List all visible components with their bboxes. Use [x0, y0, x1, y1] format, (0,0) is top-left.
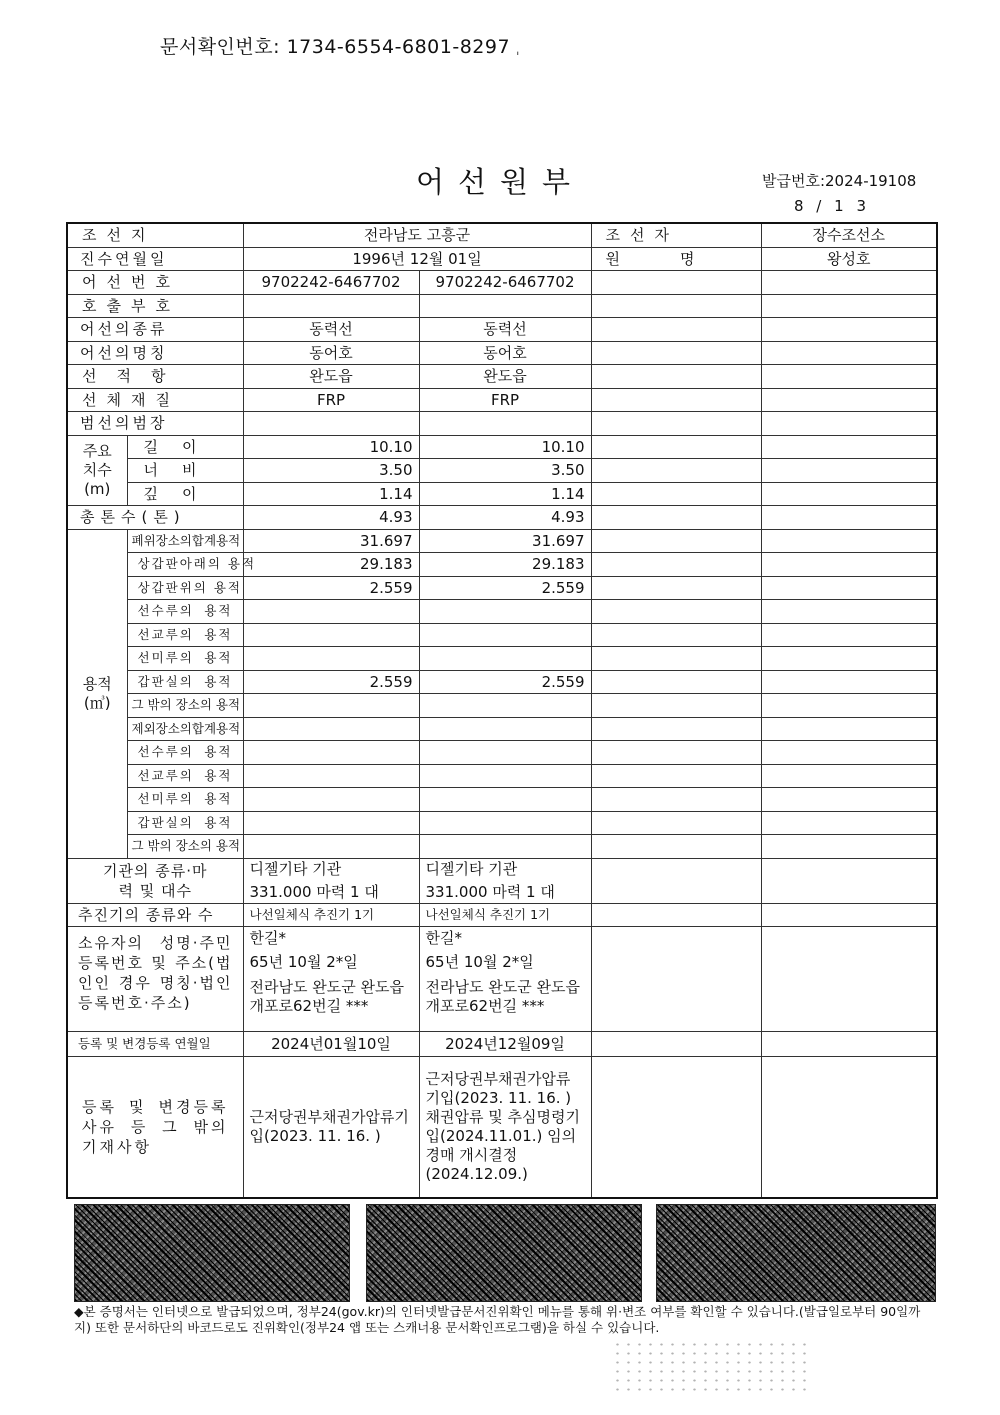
value-volume-9-col2: [419, 741, 591, 765]
label-sail-rig: 범선의범장: [67, 412, 243, 436]
value-volume-12-col2: [419, 811, 591, 835]
row-sail_rig-empty-1: [761, 412, 937, 436]
value-length-col1: 10.10: [243, 435, 419, 459]
label-length: 길이: [127, 435, 243, 459]
label-builder: 조선자: [591, 223, 761, 247]
row-volume-5: [67, 647, 937, 671]
value-volume-4-col1: [243, 623, 419, 647]
row-volume-6-empty-1: [761, 670, 937, 694]
row-vessel_name-empty-0: [591, 341, 761, 365]
issue-number: 발급번호:2024-19108: [762, 172, 917, 190]
label-volume-4: 선교루의 용적: [127, 623, 243, 647]
value-width-col1: 3.50: [243, 459, 419, 483]
value-volume-6-col2: 2.559: [419, 670, 591, 694]
row-volume-13-empty-0: [591, 835, 761, 859]
value-depth-col2: 1.14: [419, 482, 591, 506]
row-tonnage: [67, 506, 937, 530]
value-sail-rig-col2: [419, 412, 591, 436]
row-volume-0-empty-1: [761, 529, 937, 553]
label-volume-7: 그 밖의 장소의 용적: [127, 694, 243, 718]
row-volume-1: [67, 553, 937, 577]
row-builder-place: [67, 223, 937, 247]
value-volume-4-col2: [419, 623, 591, 647]
row-propulsion: [67, 903, 937, 927]
value-length-col2: 10.10: [419, 435, 591, 459]
label-owner: 소유자의 성명·주민등록번호 및 주소(법인인 경우 명칭·법인등록번호·주소): [67, 927, 243, 1032]
value-volume-13-col2: [419, 835, 591, 859]
row-length-empty-0: [591, 435, 761, 459]
row-sail-rig: [67, 412, 937, 436]
value-hull-material-col2: FRP: [419, 388, 591, 412]
value-volume-9-col1: [243, 741, 419, 765]
value-engine-col1: [243, 858, 419, 903]
row-volume-2-empty-0: [591, 576, 761, 600]
label-volume-0: 폐위장소의합계용적: [127, 529, 243, 553]
row-volume-7-empty-0: [591, 694, 761, 718]
value-propulsion-col2: 나선일체식 추진기 1기: [419, 903, 591, 927]
value-owner-col1: [243, 927, 419, 1032]
label-volume-11: 선미루의 용적: [127, 788, 243, 812]
value-volume-1-col1: 29.183: [243, 553, 419, 577]
page-number: 8 / 1 3: [794, 197, 870, 215]
label-dims-group: 주요치수(m): [67, 435, 127, 506]
row-vessel_number-empty-1: [761, 271, 937, 295]
label-tonnage: 총톤수(톤): [67, 506, 243, 530]
row-volume-13: [67, 835, 937, 859]
row-propulsion-empty-1: [761, 903, 937, 927]
row-reg-date-empty-0: [591, 1032, 761, 1057]
row-volume-12-empty-1: [761, 811, 937, 835]
value-volume-11-col2: [419, 788, 591, 812]
engine-type-col1: 디젤기타 기관: [249, 859, 342, 878]
label-hull-material: 선체재질: [67, 388, 243, 412]
row-propulsion-empty-0: [591, 903, 761, 927]
value-remarks-col2: 근저당권부채권가압류기입(2023. 11. 16. ) 채권압류 및 추심명령기입(2024.11.01.) 임의경매 개시결정(2024.12.09.): [419, 1057, 591, 1199]
row-remarks-empty-0: [591, 1057, 761, 1199]
row-volume-10: [67, 764, 937, 788]
barcode-1: [74, 1204, 350, 1302]
row-sail_rig-empty-0: [591, 412, 761, 436]
row-length: [67, 435, 937, 459]
row-width-empty-1: [761, 459, 937, 483]
row-hull-material: [67, 388, 937, 412]
row-volume-12-empty-0: [591, 811, 761, 835]
row-volume-6: [67, 670, 937, 694]
label-volume-1: 상갑판아래의 용적: [127, 553, 243, 577]
security-dot-pattern: [612, 1340, 812, 1395]
value-volume-10-col1: [243, 764, 419, 788]
value-vessel-number-col1: 9702242-6467702: [243, 271, 419, 295]
engine-power-col2: 331.000 마력 1 대: [425, 882, 555, 901]
label-volume-2: 상갑판위의 용적: [127, 576, 243, 600]
row-engine: [67, 858, 937, 903]
row-registry_port-empty-0: [591, 365, 761, 389]
row-volume-3: [67, 600, 937, 624]
label-volume-10: 선교루의 용적: [127, 764, 243, 788]
row-hull_material-empty-1: [761, 388, 937, 412]
row-launch-date: [67, 247, 937, 271]
row-volume-9-empty-1: [761, 741, 937, 765]
row-vessel-number: [67, 271, 937, 295]
value-volume-0-col1: 31.697: [243, 529, 419, 553]
value-tonnage-col2: 4.93: [419, 506, 591, 530]
row-call_sign-empty-0: [591, 294, 761, 318]
owner-name-col1: 한길*: [249, 929, 286, 947]
row-volume-1-empty-1: [761, 553, 937, 577]
label-volume-8: 제외장소의합계용적: [127, 717, 243, 741]
value-volume-8-col2: [419, 717, 591, 741]
value-volume-5-col2: [419, 647, 591, 671]
label-remarks: 등록 및 변경등록 사유 등 그 밖의 기재사항: [67, 1057, 243, 1199]
row-reg-date: [67, 1032, 937, 1057]
row-volume-3-empty-0: [591, 600, 761, 624]
engine-power-col1: 331.000 마력 1 대: [249, 882, 379, 901]
value-vessel-number-col2: 9702242-6467702: [419, 271, 591, 295]
row-vessel-name: [67, 341, 937, 365]
owner-birth-col1: 65년 10월 2*일: [249, 953, 358, 971]
value-volume-12-col1: [243, 811, 419, 835]
row-volume-9-empty-0: [591, 741, 761, 765]
row-volume-0: [67, 529, 937, 553]
row-vessel_name-empty-1: [761, 341, 937, 365]
row-volume-2: [67, 576, 937, 600]
value-volume-3-col2: [419, 600, 591, 624]
value-reg-date-col2: 2024년12월09일: [419, 1032, 591, 1057]
row-length-empty-1: [761, 435, 937, 459]
label-origin-name: 원명: [591, 247, 761, 271]
row-volume-13-empty-1: [761, 835, 937, 859]
value-remarks-col1: 근저당권부채권가압류기입(2023. 11. 16. ): [243, 1057, 419, 1199]
row-volume-1-empty-0: [591, 553, 761, 577]
label-volume-6: 갑판실의 용적: [127, 670, 243, 694]
owner-address-col1: 전라남도 완도군 완도읍 개포로62번길 ***: [249, 978, 404, 1015]
engine-type-col2: 디젤기타 기관: [425, 859, 518, 878]
value-call-sign-col2: [419, 294, 591, 318]
row-depth-empty-0: [591, 482, 761, 506]
row-volume-3-empty-1: [761, 600, 937, 624]
value-propulsion-col1: 나선일체식 추진기 1기: [243, 903, 419, 927]
label-volume-12: 갑판실의 용적: [127, 811, 243, 835]
barcode-3: [656, 1204, 936, 1302]
row-volume-11: [67, 788, 937, 812]
authenticity-notice: ◆본 증명서는 인터넷으로 발급되었으며, 정부24(gov.kr)의 인터넷발급문서진위확인 메뉴를 통해 위·변조 여부를 확인할 수 있습니다.(발급일로부터 90일까지) 또한 문서하단의 바코드로도 진위확인(정부24 앱 또는 스캐너용 문서확인프로그램)을 하실 수 있습니다.: [74, 1304, 921, 1335]
row-volume-10-empty-1: [761, 764, 937, 788]
row-volume-8-empty-0: [591, 717, 761, 741]
row-call_sign-empty-1: [761, 294, 937, 318]
value-depth-col1: 1.14: [243, 482, 419, 506]
label-volume-9: 선수루의 용적: [127, 741, 243, 765]
label-builder-place: 조선지: [67, 223, 243, 247]
owner-birth-col2: 65년 10월 2*일: [425, 953, 534, 971]
row-volume-5-empty-0: [591, 647, 761, 671]
value-volume-10-col2: [419, 764, 591, 788]
vessel-register-table: [66, 222, 938, 1199]
label-vessel-type: 어선의종류: [67, 318, 243, 342]
value-builder: 장수조선소: [761, 223, 937, 247]
label-vessel-number: 어선번호: [67, 271, 243, 295]
row-registry-port: [67, 365, 937, 389]
row-engine-empty-1: [761, 858, 937, 903]
label-reg-date: 등록 및 변경등록 연월일: [67, 1032, 243, 1057]
label-propulsion: 추진기의 종류와 수: [67, 903, 243, 927]
row-volume-4-empty-1: [761, 623, 937, 647]
label-volume-group: 용적(㎥): [67, 529, 127, 858]
row-vessel_number-empty-0: [591, 271, 761, 295]
value-vessel-type-col1: 동력선: [243, 318, 419, 342]
value-reg-date-col1: 2024년01월10일: [243, 1032, 419, 1057]
label-launch-date: 진수연월일: [67, 247, 243, 271]
row-engine-empty-0: [591, 858, 761, 903]
row-remarks-empty-1: [761, 1057, 937, 1199]
row-vessel-type: [67, 318, 937, 342]
row-volume-11-empty-0: [591, 788, 761, 812]
label-depth: 깊이: [127, 482, 243, 506]
row-width-empty-0: [591, 459, 761, 483]
value-call-sign-col1: [243, 294, 419, 318]
row-tonnage-empty-0: [591, 506, 761, 530]
value-volume-1-col2: 29.183: [419, 553, 591, 577]
row-volume-8: [67, 717, 937, 741]
row-hull_material-empty-0: [591, 388, 761, 412]
label-call-sign: 호출부호: [67, 294, 243, 318]
label-engine: 기관의 종류·마력 및 대수: [67, 858, 243, 903]
value-volume-8-col1: [243, 717, 419, 741]
row-registry_port-empty-1: [761, 365, 937, 389]
row-volume-10-empty-0: [591, 764, 761, 788]
label-volume-13: 그 밖의 장소의 용적: [127, 835, 243, 859]
row-volume-9: [67, 741, 937, 765]
row-reg-date-empty-1: [761, 1032, 937, 1057]
value-origin-name: 왕성호: [761, 247, 937, 271]
value-width-col2: 3.50: [419, 459, 591, 483]
row-volume-4-empty-0: [591, 623, 761, 647]
row-volume-12: [67, 811, 937, 835]
row-owner-empty-1: [761, 927, 937, 1032]
label-registry-port: 선적항: [67, 365, 243, 389]
doc-number-mark: ˌ: [516, 42, 520, 56]
value-launch-date: 1996년 12월 01일: [243, 247, 591, 271]
value-vessel-type-col2: 동력선: [419, 318, 591, 342]
value-engine-col2: [419, 858, 591, 903]
row-volume-6-empty-0: [591, 670, 761, 694]
row-remarks: [67, 1057, 937, 1199]
label-volume-5: 선미루의 용적: [127, 647, 243, 671]
owner-name-col2: 한길*: [425, 929, 462, 947]
value-tonnage-col1: 4.93: [243, 506, 419, 530]
row-tonnage-empty-1: [761, 506, 937, 530]
value-vessel-name-col2: 동어호: [419, 341, 591, 365]
value-volume-3-col1: [243, 600, 419, 624]
owner-address-col2: 전라남도 완도군 완도읍 개포로62번길 ***: [425, 978, 580, 1015]
value-owner-col2: [419, 927, 591, 1032]
row-width: [67, 459, 937, 483]
row-vessel_type-empty-1: [761, 318, 937, 342]
barcode-2: [366, 1204, 642, 1302]
row-volume-5-empty-1: [761, 647, 937, 671]
value-volume-11-col1: [243, 788, 419, 812]
value-vessel-name-col1: 동어호: [243, 341, 419, 365]
row-owner-empty-0: [591, 927, 761, 1032]
value-volume-2-col1: 2.559: [243, 576, 419, 600]
row-volume-8-empty-1: [761, 717, 937, 741]
value-volume-13-col1: [243, 835, 419, 859]
value-volume-7-col1: [243, 694, 419, 718]
label-vessel-name: 어선의명칭: [67, 341, 243, 365]
value-volume-0-col2: 31.697: [419, 529, 591, 553]
page-title: 어선원부: [415, 165, 585, 199]
value-registry-port-col2: 완도읍: [419, 365, 591, 389]
row-volume-2-empty-1: [761, 576, 937, 600]
value-builder-place: 전라남도 고흥군: [243, 223, 591, 247]
value-volume-6-col1: 2.559: [243, 670, 419, 694]
row-volume-4: [67, 623, 937, 647]
value-volume-7-col2: [419, 694, 591, 718]
document-confirmation-number: [160, 32, 520, 59]
row-vessel_type-empty-0: [591, 318, 761, 342]
value-hull-material-col1: FRP: [243, 388, 419, 412]
value-sail-rig-col1: [243, 412, 419, 436]
value-volume-5-col1: [243, 647, 419, 671]
row-depth-empty-1: [761, 482, 937, 506]
row-call-sign: [67, 294, 937, 318]
value-volume-2-col2: 2.559: [419, 576, 591, 600]
row-owner: [67, 927, 937, 1032]
row-volume-7-empty-1: [761, 694, 937, 718]
label-width: 너비: [127, 459, 243, 483]
doc-number-text: 문서확인번호: 1734-6554-6801-8297: [160, 36, 511, 58]
row-volume-0-empty-0: [591, 529, 761, 553]
row-depth: [67, 482, 937, 506]
value-registry-port-col1: 완도읍: [243, 365, 419, 389]
label-volume-3: 선수루의 용적: [127, 600, 243, 624]
row-volume-7: [67, 694, 937, 718]
row-volume-11-empty-1: [761, 788, 937, 812]
